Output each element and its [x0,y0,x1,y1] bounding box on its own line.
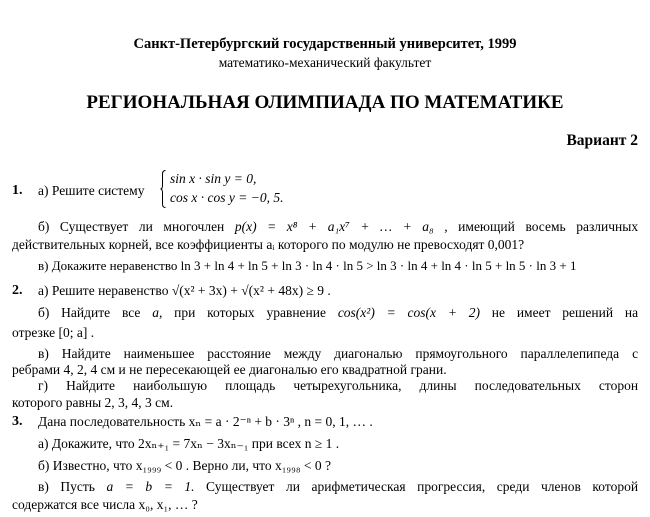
problem-1c-text: в) Докажите неравенство ln 3 + ln 4 + ln 5 + ln 3 · ln 4 · ln 5 > ln 3 · ln 4 + ln 4 · ln 5 + ln 5 · ln 3 + 1 [38,258,577,273]
problem-2d-line-2: которого равны 2, 3, 4, 3 см. [12,395,174,410]
problem-2b-line-2: отрезке [0; a] . [12,325,95,340]
page-title: РЕГИОНАЛЬНАЯ ОЛИМПИАДА ПО МАТЕМАТИКЕ [86,92,564,113]
university-header: Санкт-Петербургский государственный университет, 1999 [133,36,517,52]
problem-3c-line-2: содержатся все числа x₀, x₁, … ? [12,497,198,512]
faculty-subheader: математико-механический факультет [218,55,432,70]
problem-2c-line-1: в) Найдите наименьшее расстояние между диагональю прямоугольного параллелепипеда с [38,346,639,361]
problem-2d-line-1: г) Найдите наибольшую площадь четырехугольника, длины последовательных сторон [38,378,639,393]
problem-1-number: 1. [12,183,23,198]
equation-system [160,170,290,208]
problem-3b-text: б) Известно, что x₁₉₉₉ < 0 . Верно ли, что x₁₉₉₈ < 0 ? [38,458,332,473]
problem-2b-line-1: б) Найдите все a, при которых уравнение cos(x²) = cos(x + 2) не имеет решений на [38,305,639,320]
problem-3c-line-1: в) Пусть a = b = 1. Существует ли арифметическая прогрессия, среди членов которой [38,479,639,494]
problem-2a-text: а) Решите неравенство √(x² + 3x) + √(x² + 48x) ≥ 9 . [38,283,331,298]
problem-3-number: 3. [12,414,23,429]
problem-1b-line-2: действительных корней, все коэффициенты aᵢ которого по модулю не превосходят 0,001? [12,237,525,252]
variant-label: Вариант 2 [566,132,638,149]
problem-3-intro: Дана последовательность xₙ = a · 2⁻ⁿ + b · 3ⁿ , n = 0, 1, … . [38,414,373,429]
problem-2-number: 2. [12,283,23,298]
problem-3a-text: а) Докажите, что 2xₙ₊₁ = 7xₙ − 3xₙ₋₁ при всех n ≥ 1 . [38,436,340,451]
left-brace-icon [160,170,166,208]
problem-2c-line-2: ребрами 4, 2, 4 см и не пересекающей ее диагональю его квадратной грани. [12,362,447,377]
problem-1b-line-1: б) Существует ли многочлен p(x) = x⁸ + a₁x⁷ + … + a₈ , имеющий восемь различных [38,219,639,234]
problem-1a-text: а) Решите систему [38,183,145,198]
system-equation-2: cos x · cos y = −0, 5. [170,190,284,205]
system-equation-1: sin x · sin y = 0, [170,171,257,186]
